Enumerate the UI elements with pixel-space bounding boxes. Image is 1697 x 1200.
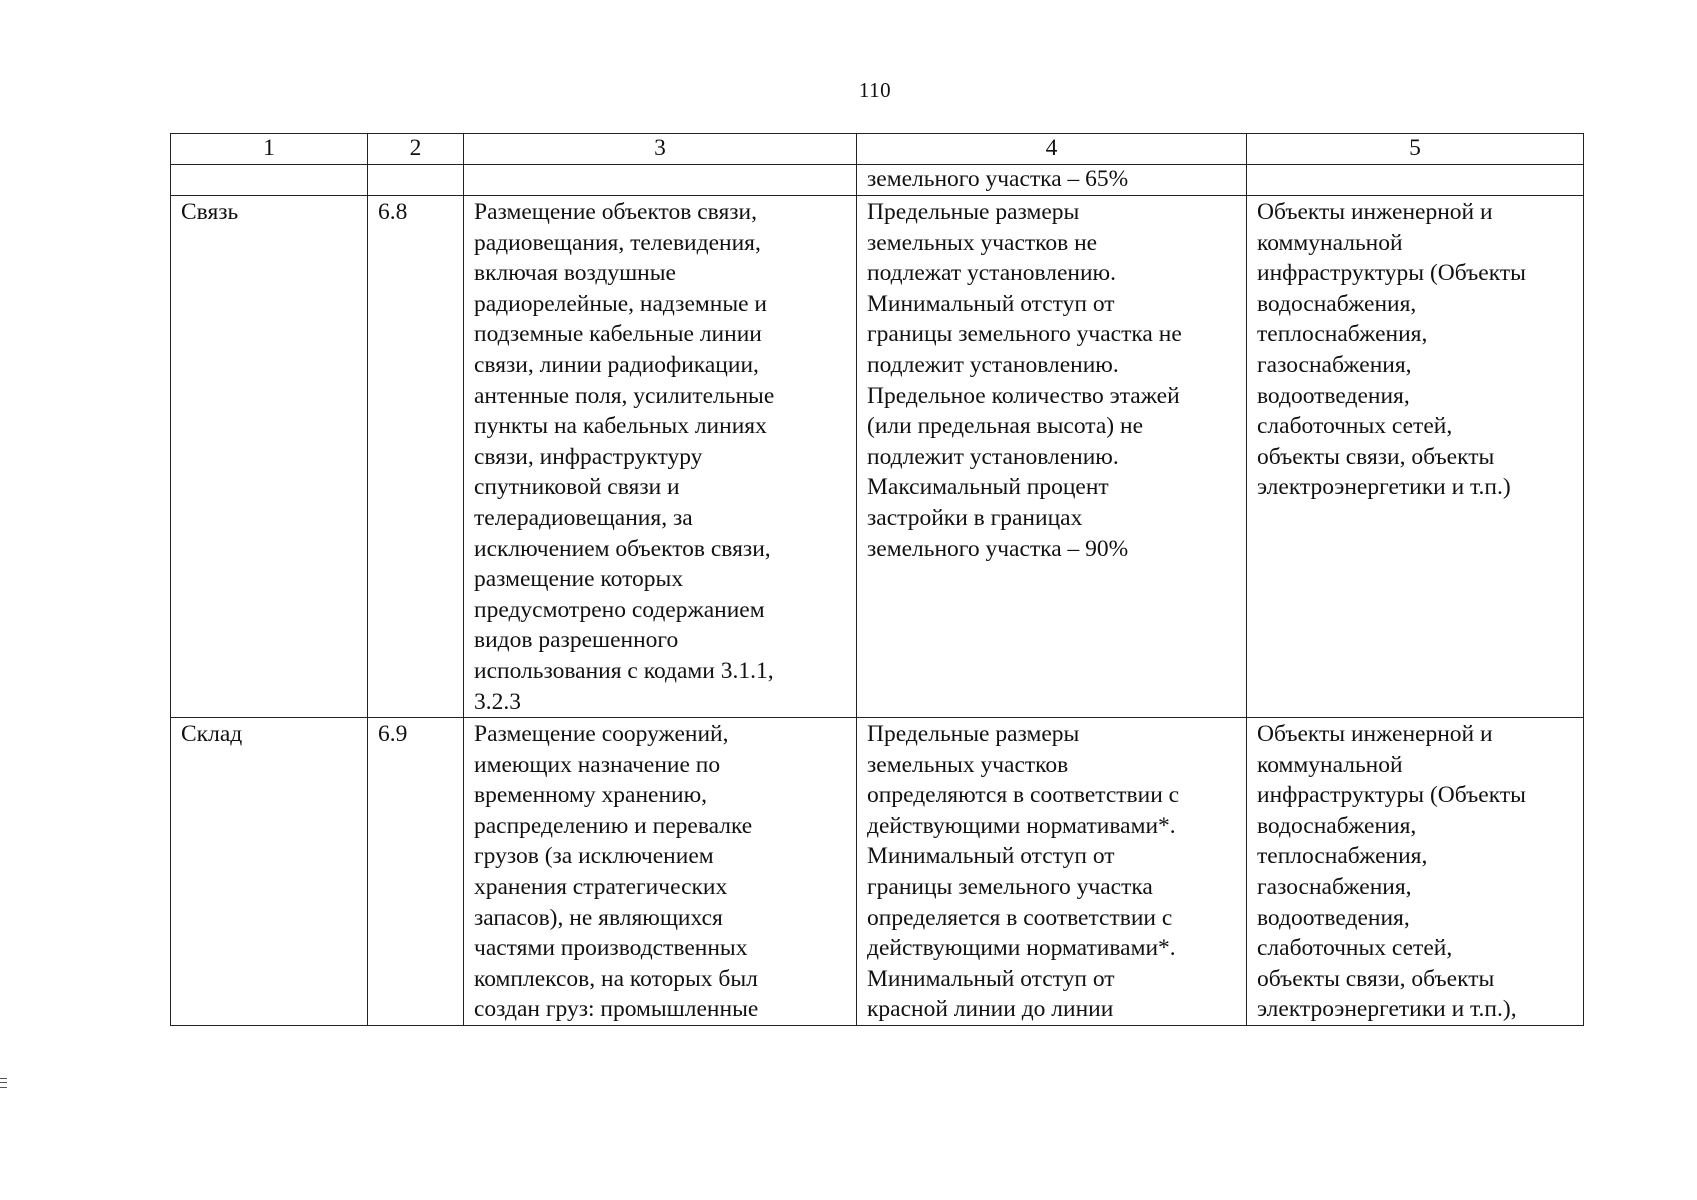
table-row bbox=[171, 196, 1584, 718]
column-header-1: 1 bbox=[171, 134, 368, 165]
column-header-4: 4 bbox=[857, 134, 1247, 165]
table-cell-parameters: земельного участка – 65% bbox=[857, 165, 1247, 196]
auxiliary-uses: Объекты инженерной и коммунальной инфраструктуры (Объекты водоснабжения, теплоснабжения, газоснабжения, водоотведения, слаботочных сетей, объекты связи, объекты электроэнергетики и т.п.), bbox=[1247, 718, 1584, 1026]
page-number: 110 bbox=[858, 78, 892, 102]
use-name: Связь bbox=[171, 196, 368, 718]
table-cell bbox=[171, 165, 368, 196]
column-header-3: 3 bbox=[464, 134, 857, 165]
use-code: 6.8 bbox=[368, 196, 464, 718]
auxiliary-uses: Объекты инженерной и коммунальной инфраструктуры (Объекты водоснабжения, теплоснабжения, газоснабжения, водоотведения, слаботочных сетей, объекты связи, объекты электроэнергетики и т.п.) bbox=[1247, 196, 1584, 718]
use-code: 6.9 bbox=[368, 718, 464, 1026]
use-description: Размещение объектов связи, радиовещания, телевидения, включая воздушные радиорелейные, надземные и подземные кабельные линии связи, линии радиофикации, антенные поля, усилительные пункты на кабельных линиях связи, инфраструктуру спутниковой связи и телерадиовещания, за исключением объектов связи, размещение которых предусмотрено содержанием видов разрешенного использования с кодами 3.1.1, 3.2.3 bbox=[464, 196, 857, 718]
table-cell bbox=[368, 165, 464, 196]
table-cell bbox=[464, 165, 857, 196]
use-parameters: Предельные размеры земельных участков не подлежат установлению. Минимальный отступ от границы земельного участка не подлежит установлению. Предельное количество этажей (или предельная высота) не подлежит установлению. Максимальный процент застройки в границах земельного участка – 90% bbox=[857, 196, 1247, 718]
table-header-row bbox=[171, 134, 1584, 165]
use-description: Размещение сооружений, имеющих назначение по временному хранению, распределению и перевалке грузов (за исключением хранения стратегических запасов), не являющихся частями производственных комплексов, на которых был создан груз: промышленные bbox=[464, 718, 857, 1026]
use-name: Склад bbox=[171, 718, 368, 1026]
table-cell bbox=[1247, 165, 1584, 196]
column-header-2: 2 bbox=[368, 134, 464, 165]
table-row bbox=[171, 718, 1584, 1026]
use-parameters: Предельные размеры земельных участков определяются в соответствии с действующими нормативами*. Минимальный отступ от границы земельного участка определяется в соответствии с действующими нормативами*. Минимальный отступ от красной линии до линии bbox=[857, 718, 1247, 1026]
scan-margin-mark bbox=[0, 1078, 7, 1088]
table-row-continuation bbox=[171, 165, 1584, 196]
column-header-5: 5 bbox=[1247, 134, 1584, 165]
zoning-table bbox=[170, 133, 1584, 1026]
